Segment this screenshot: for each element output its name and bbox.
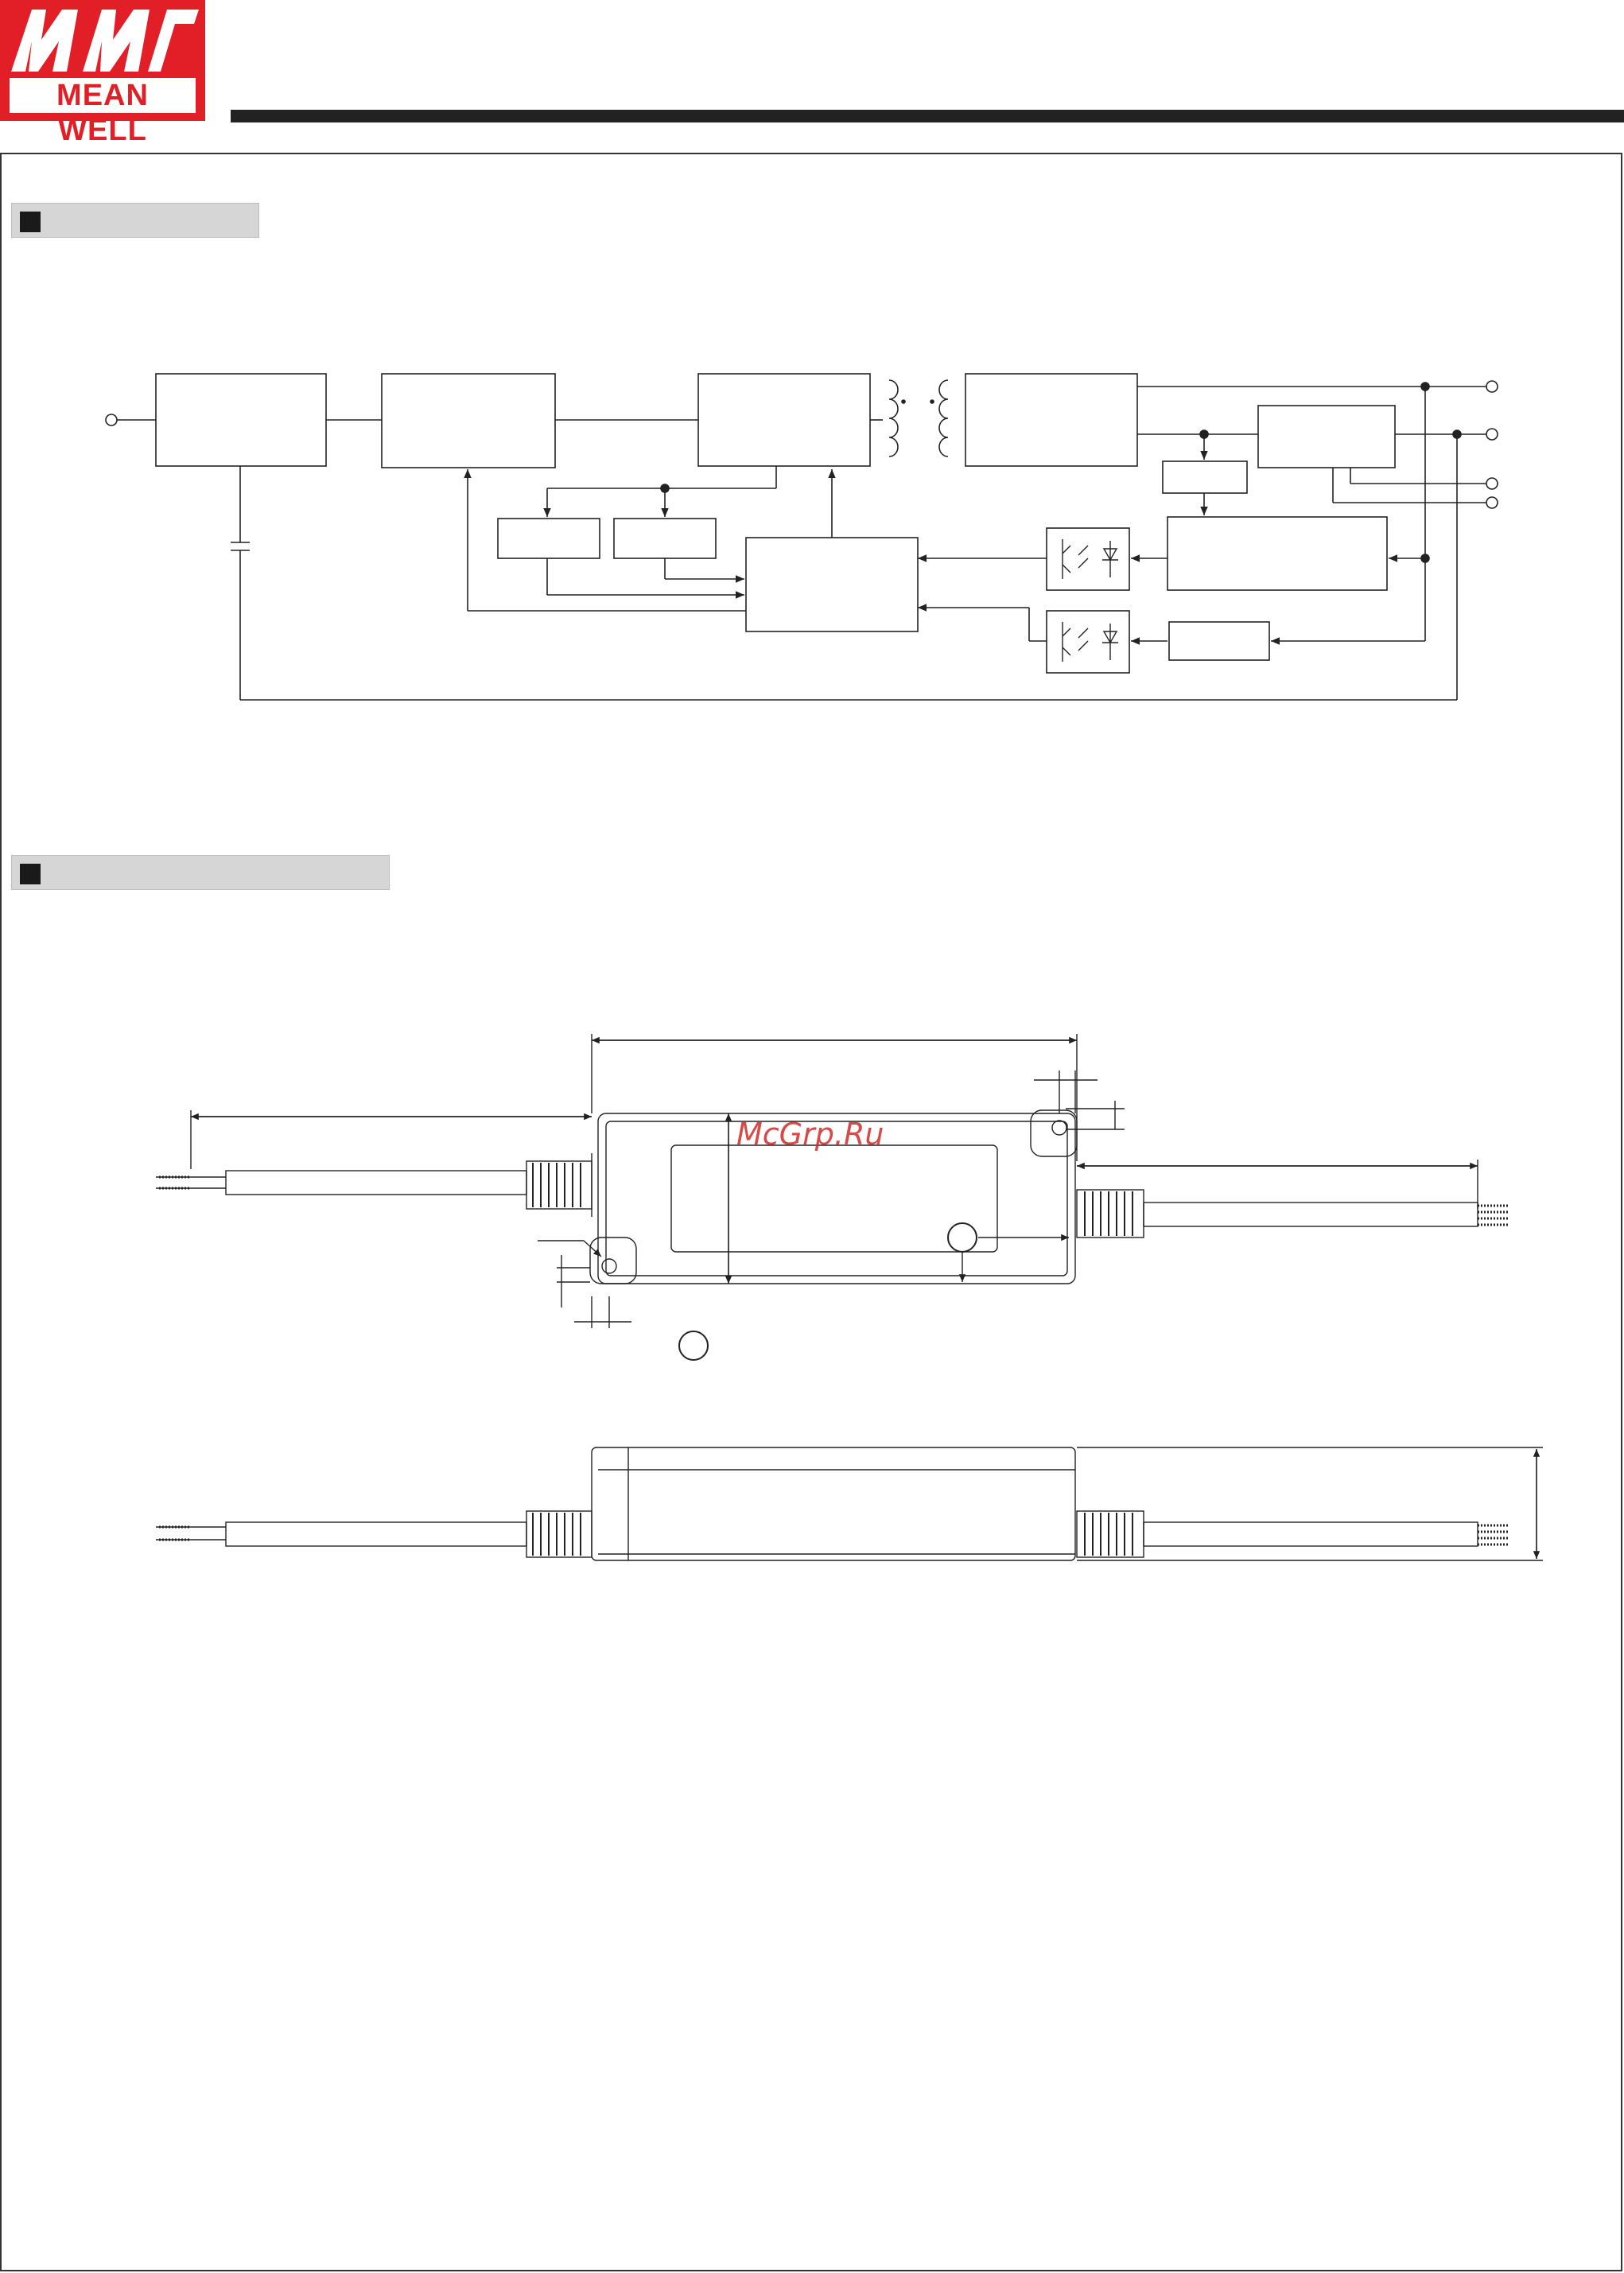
mechanical-drawing-side	[156, 1447, 1543, 1560]
housing-side	[592, 1447, 1075, 1560]
callout-circle-tc	[948, 1223, 977, 1252]
block-power-switching	[698, 374, 870, 466]
input-terminal	[106, 414, 117, 425]
optocoupler-icon	[1047, 528, 1129, 590]
right-strain-relief	[1077, 1190, 1144, 1238]
block-pfc	[382, 374, 555, 468]
block-o-l-p	[1163, 461, 1247, 493]
callout-circle	[679, 1331, 708, 1360]
block-pwm-control	[746, 538, 918, 631]
block-diagram	[106, 374, 1498, 700]
mounting-ear-right	[1031, 1110, 1077, 1156]
dim-minus-terminal	[1486, 497, 1498, 508]
block-ocp	[498, 519, 600, 558]
block-emi-filter	[156, 374, 326, 466]
mechanical-drawing-top	[156, 1034, 1509, 1360]
optocoupler-symbol-2	[1063, 622, 1118, 662]
output-terminal-vplus	[1486, 381, 1498, 392]
block-ovp	[1169, 622, 1269, 660]
transformer-icon	[889, 380, 948, 457]
dim-plus-terminal	[1486, 478, 1498, 489]
block-pwm-control-secondary	[1167, 517, 1387, 590]
watermark: McGrp.Ru	[736, 1117, 884, 1152]
block-detection	[1258, 406, 1395, 468]
logo-wordmark: MEAN WELL	[10, 78, 196, 113]
block-rectifier	[965, 374, 1137, 466]
optocoupler-symbol	[1063, 539, 1118, 579]
optocoupler-icon-2	[1047, 611, 1129, 673]
left-strain-relief	[526, 1161, 592, 1209]
block-olp	[614, 519, 716, 558]
output-terminal-vminus	[1486, 429, 1498, 440]
